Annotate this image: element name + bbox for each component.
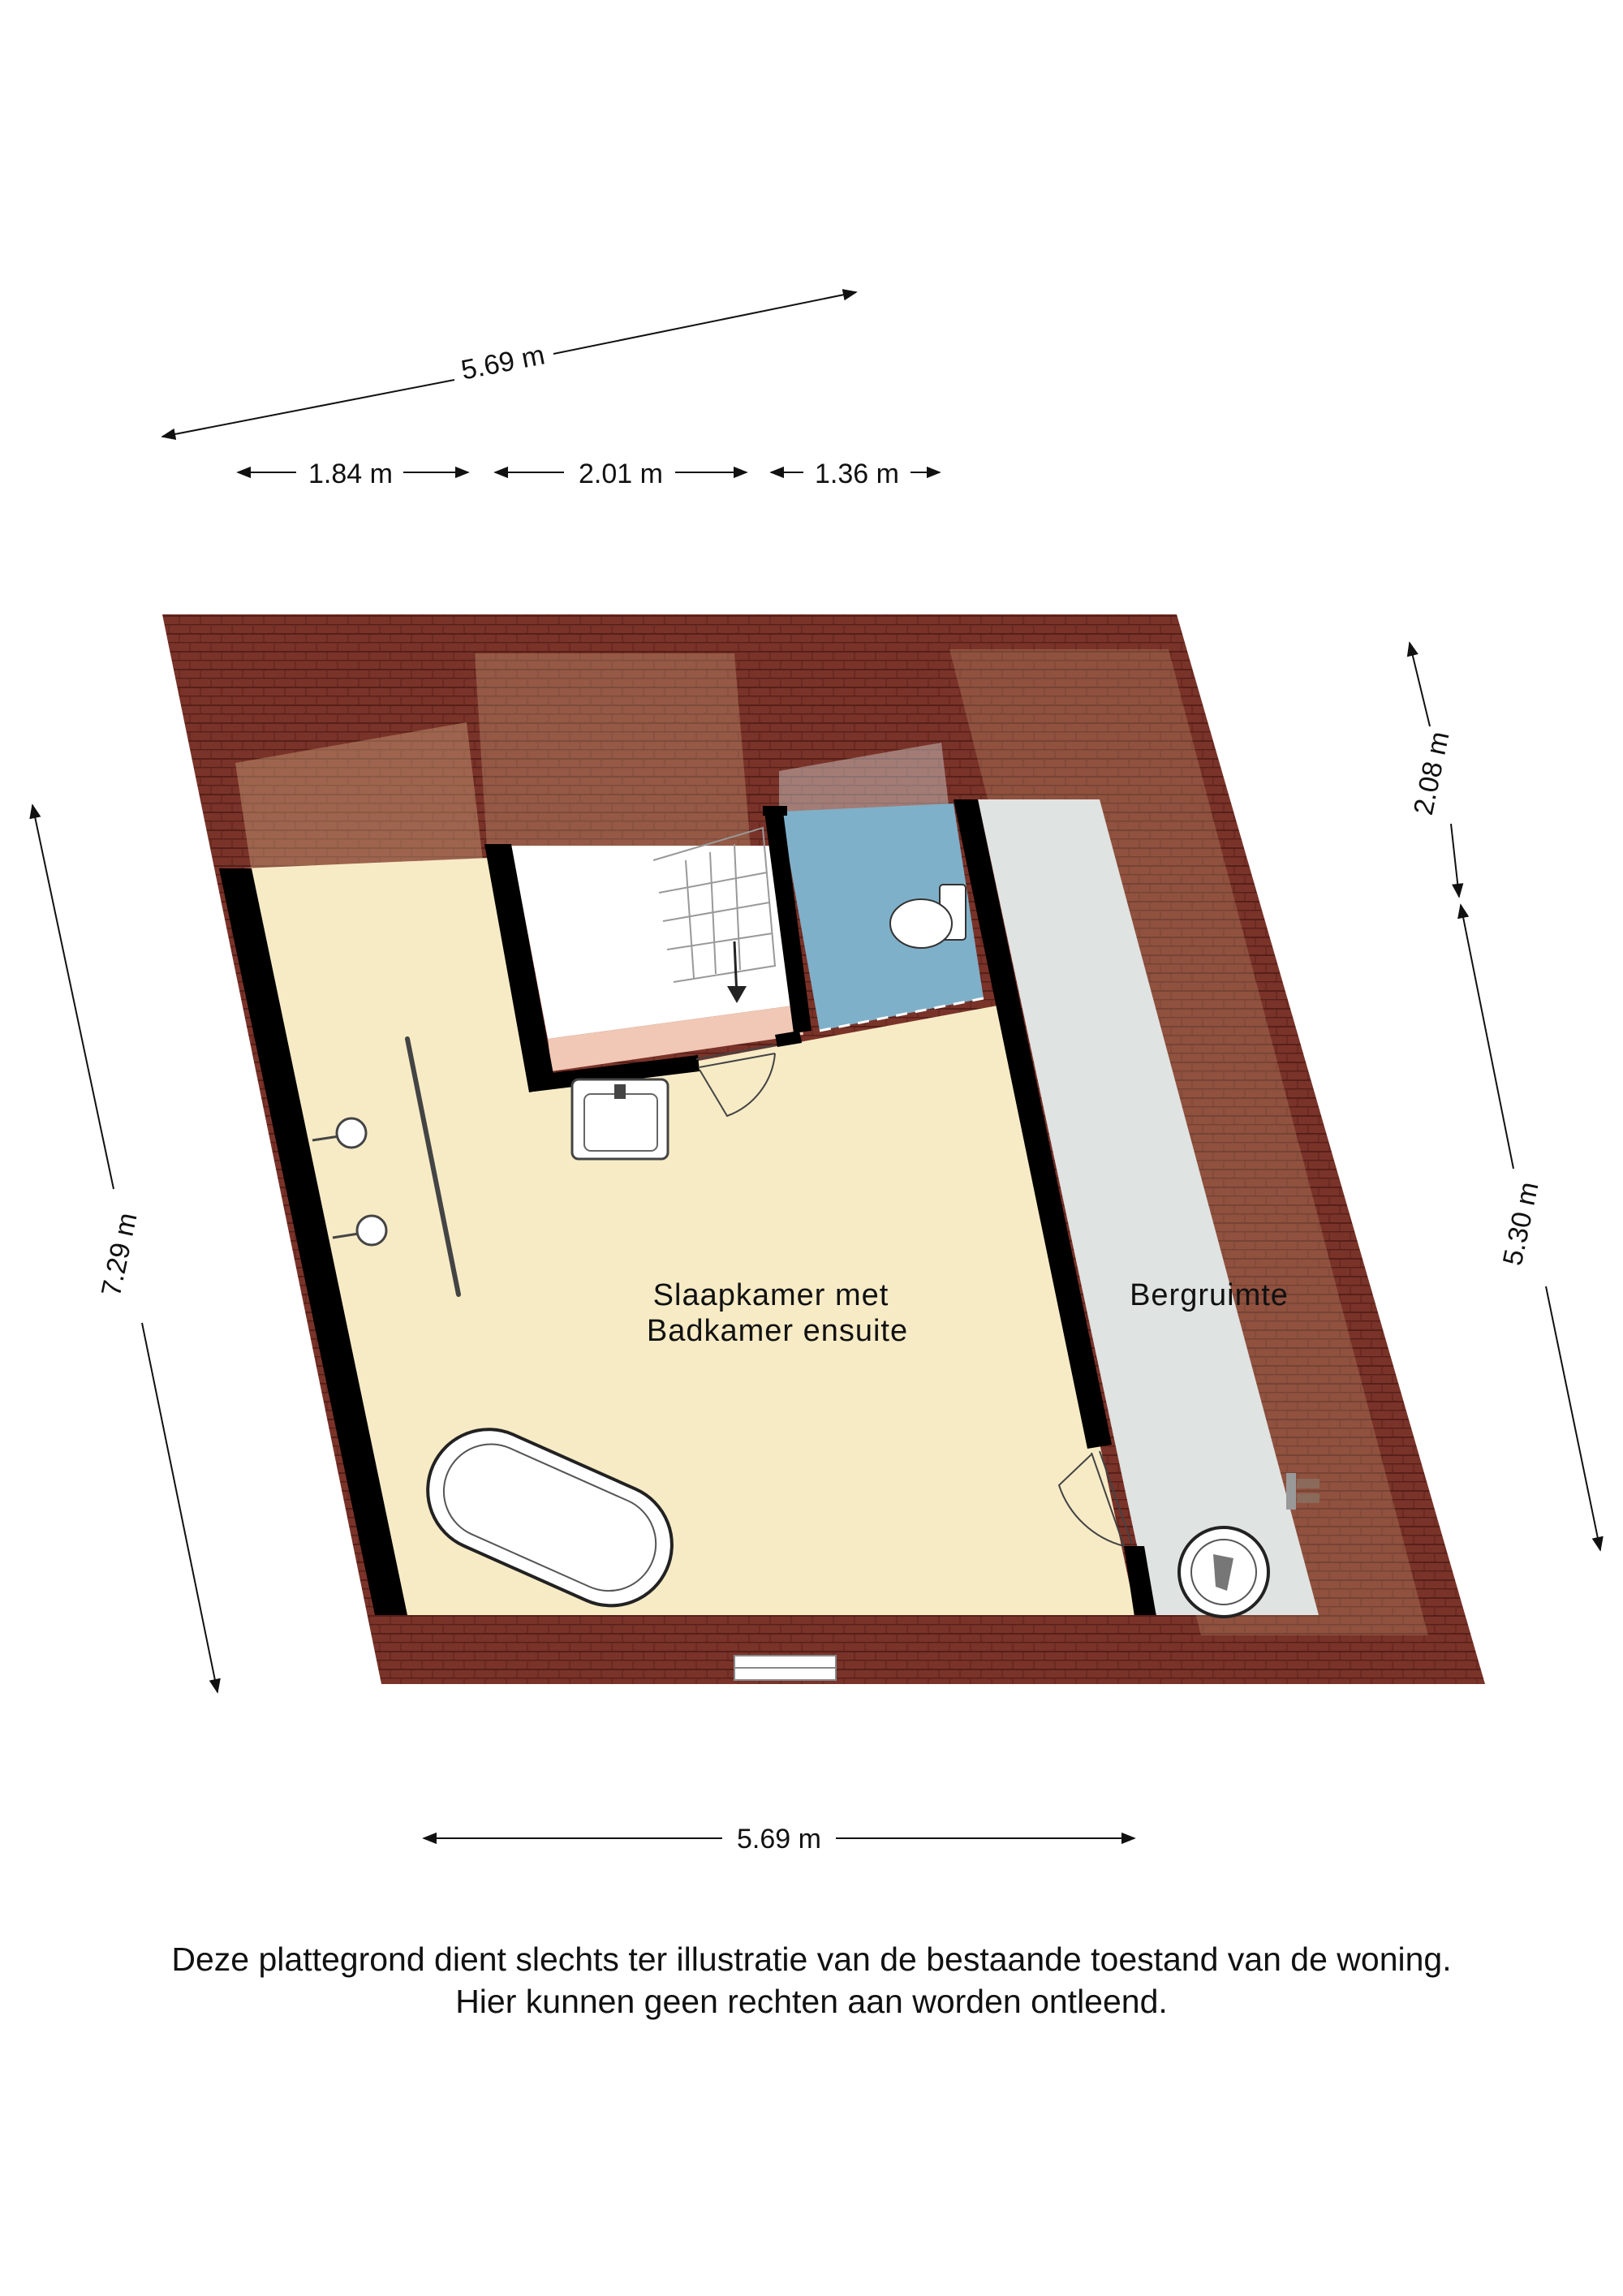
sink-icon <box>572 1079 668 1159</box>
svg-text:2.08 m: 2.08 m <box>1407 728 1456 818</box>
dimension-top-overall <box>162 292 856 437</box>
roof-overlay-stair <box>475 653 751 848</box>
svg-text:5.30 m: 5.30 m <box>1496 1178 1545 1269</box>
svg-text:5.69 m: 5.69 m <box>737 1824 821 1854</box>
boiler-icon <box>1179 1527 1268 1617</box>
room-label-storage: Bergruimte <box>1130 1278 1289 1312</box>
dimension-bottom-overall <box>424 1824 1134 1854</box>
svg-text:1.84 m: 1.84 m <box>308 459 393 489</box>
disclaimer-line-1: Deze plattegrond dient slechts ter illustratie van de bestaande toestand van de woning. <box>171 1941 1452 1978</box>
disclaimer-line-2: Hier kunnen geen rechten aan worden ontleend. <box>455 1983 1168 2020</box>
dimension-left-height <box>32 805 217 1692</box>
dimension-top-segment-1 <box>238 459 468 489</box>
dimension-right-lower <box>1461 905 1600 1550</box>
room-label-bedroom-1: Slaapkamer met <box>652 1278 889 1312</box>
dimension-top-segment-3 <box>771 459 940 489</box>
svg-text:7.29 m: 7.29 m <box>95 1209 144 1299</box>
room-label-bedroom-2: Badkamer ensuite <box>646 1314 909 1348</box>
svg-text:1.36 m: 1.36 m <box>815 459 899 489</box>
dimension-top-segment-2 <box>495 459 747 489</box>
dimension-right-upper <box>1408 643 1459 897</box>
svg-text:5.69 m: 5.69 m <box>458 339 548 386</box>
svg-text:2.01 m: 2.01 m <box>579 459 663 489</box>
